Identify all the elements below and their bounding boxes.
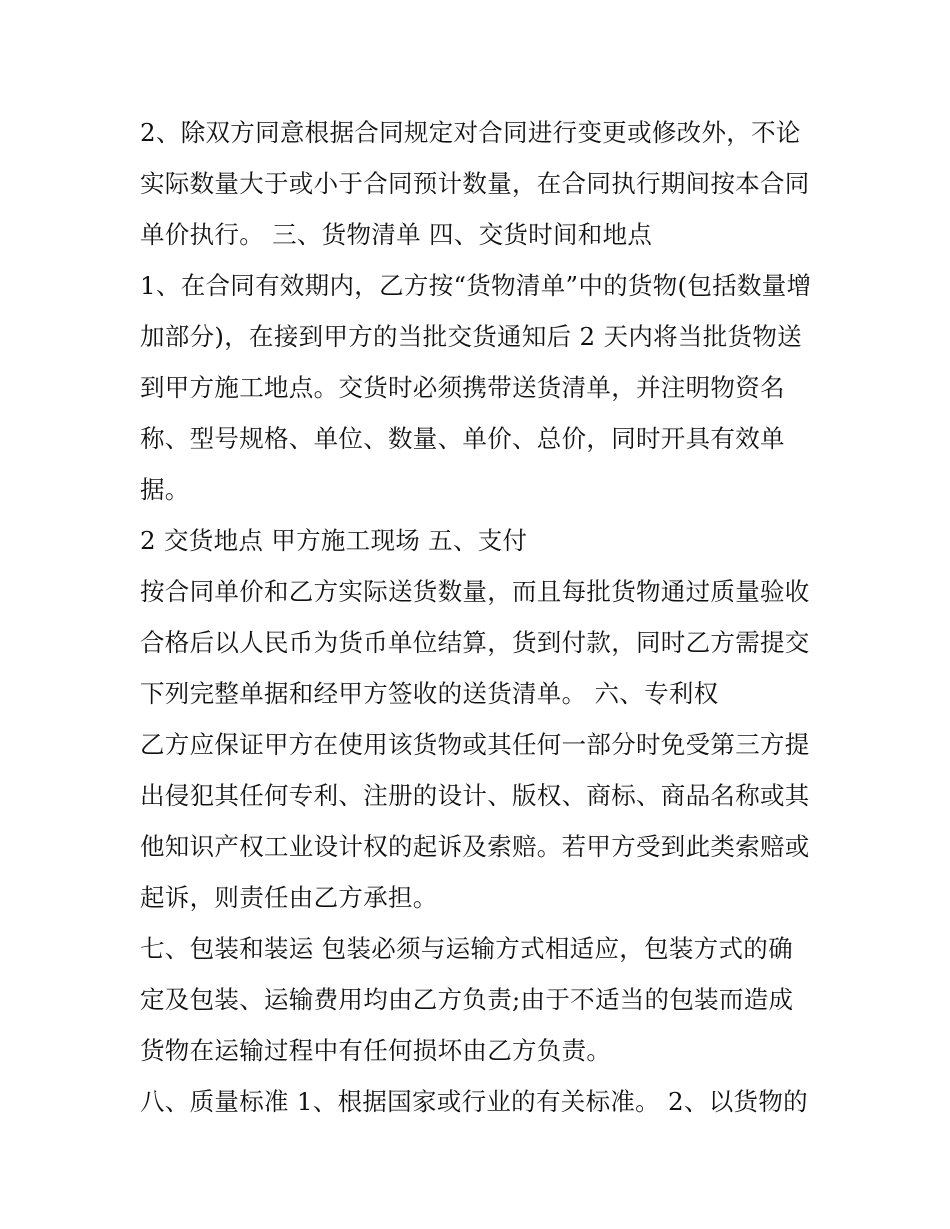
text-line: 八、质量标准 1、根据国家或行业的有关标准。 2、以货物的 [140, 1087, 808, 1116]
text-line: 到甲方施工地点。交货时必须携带送货清单，并注明物资名 [140, 373, 785, 402]
text-line: 定及包装、运输费用均由乙方负责;由于不适当的包装而造成 [140, 985, 794, 1014]
text-line: 七、包装和装运 包装必须与运输方式相适应，包装方式的确 [140, 934, 793, 963]
contract-text [140, 107, 820, 1127]
text-line: 他知识产权工业设计权的起诉及索赔。若甲方受到此类索赔或 [140, 832, 810, 861]
text-line: 起诉，则责任由乙方承担。 [140, 883, 438, 912]
text-line: 1、在合同有效期内，乙方按“货物清单”中的货物(包括数量增 [140, 271, 812, 300]
text-line: 2、除双方同意根据合同规定对合同进行变更或修改外，不论 [140, 118, 801, 147]
text-line: 据。 [140, 475, 190, 504]
text-line: 加部分)，在接到甲方的当批交货通知后 2 天内将当批货物送 [140, 322, 802, 351]
text-line: 称、型号规格、单位、数量、单价、总价，同时开具有效单 [140, 424, 785, 453]
text-line: 按合同单价和乙方实际送货数量，而且每批货物通过质量验收 [140, 577, 810, 606]
text-line: 2 交货地点 甲方施工现场 五、支付 [140, 526, 528, 555]
text-line: 合格后以人民币为货币单位结算，货到付款，同时乙方需提交 [140, 628, 810, 657]
text-line: 实际数量大于或小于合同预计数量，在合同执行期间按本合同 [140, 169, 810, 198]
text-line: 下列完整单据和经甲方签收的送货清单。 六、专利权 [140, 679, 719, 708]
text-line: 乙方应保证甲方在使用该货物或其任何一部分时免受第三方提 [140, 730, 810, 759]
text-line: 出侵犯其任何专利、注册的设计、版权、商标、商品名称或其 [140, 781, 810, 810]
text-line: 货物在运输过程中有任何损坏由乙方负责。 [140, 1036, 612, 1065]
text-line: 单价执行。 三、货物清单 四、交货时间和地点 [140, 220, 653, 249]
